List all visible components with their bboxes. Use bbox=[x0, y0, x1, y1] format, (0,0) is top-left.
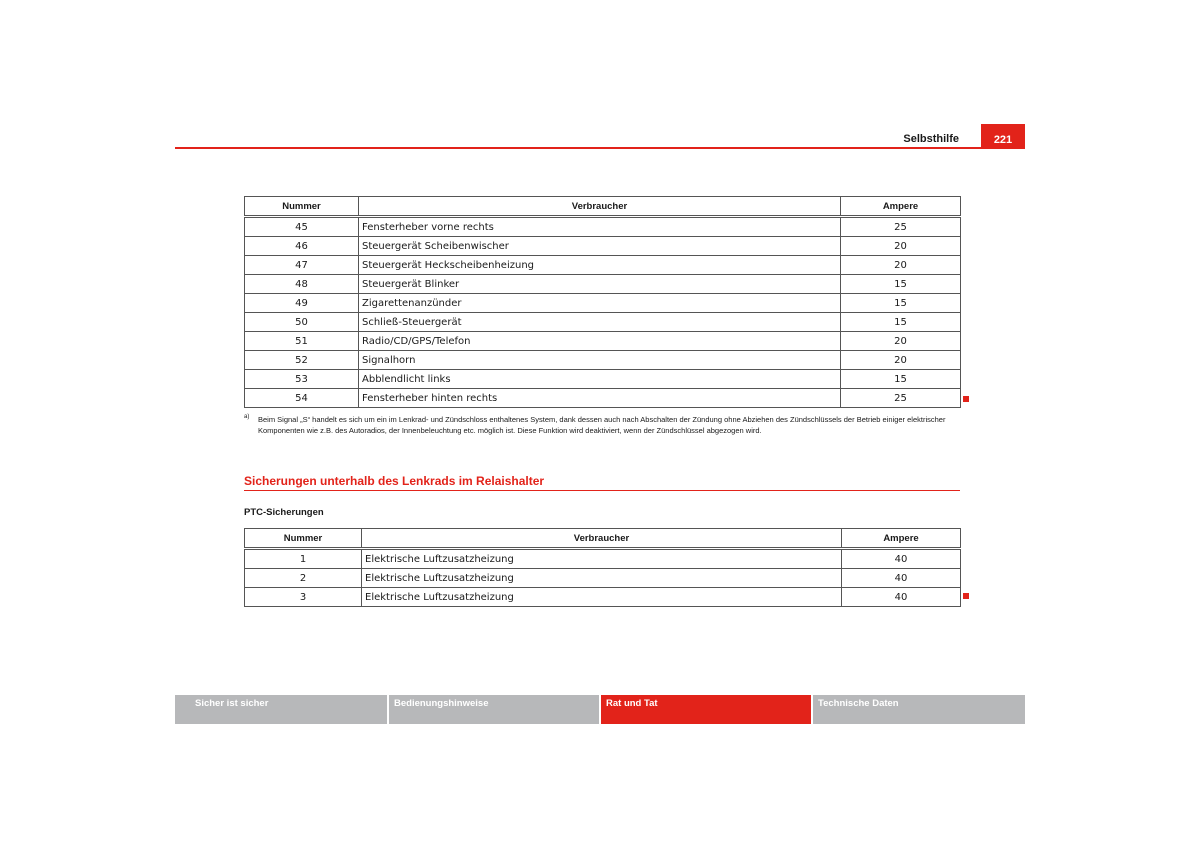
footnote bbox=[244, 414, 960, 436]
cell-ampere: 40 bbox=[842, 569, 961, 588]
footer-nav bbox=[175, 695, 1025, 724]
section-end-marker-icon bbox=[963, 593, 969, 599]
cell-nummer: 1 bbox=[245, 549, 362, 569]
ptc-subheading: PTC-Sicherungen bbox=[244, 507, 324, 518]
cell-nummer: 48 bbox=[245, 275, 359, 294]
table-row bbox=[245, 351, 961, 370]
column-header-nummer: Nummer bbox=[245, 197, 359, 217]
cell-verbraucher: Abblendlicht links bbox=[359, 370, 841, 389]
subsection-heading: Sicherungen unterhalb des Lenkrads im Relaishalter bbox=[244, 474, 960, 491]
cell-ampere: 25 bbox=[841, 389, 961, 408]
column-header-ampere: Ampere bbox=[841, 197, 961, 217]
cell-nummer: 49 bbox=[245, 294, 359, 313]
cell-ampere: 40 bbox=[842, 549, 961, 569]
cell-ampere: 25 bbox=[841, 217, 961, 237]
section-title: Selbsthilfe bbox=[903, 133, 959, 145]
column-header-ampere: Ampere bbox=[842, 529, 961, 549]
table-header-row bbox=[245, 529, 961, 549]
cell-verbraucher: Elektrische Luftzusatzheizung bbox=[362, 569, 842, 588]
footnote-marker: a) bbox=[244, 414, 250, 420]
cell-ampere: 20 bbox=[841, 351, 961, 370]
cell-ampere: 15 bbox=[841, 294, 961, 313]
cell-nummer: 46 bbox=[245, 237, 359, 256]
cell-verbraucher: Steuergerät Blinker bbox=[359, 275, 841, 294]
table-row bbox=[245, 237, 961, 256]
cell-nummer: 51 bbox=[245, 332, 359, 351]
footer-tab-sicher-ist-sicher[interactable]: Sicher ist sicher bbox=[175, 695, 389, 724]
cell-verbraucher: Schließ-Steuergerät bbox=[359, 313, 841, 332]
column-header-nummer: Nummer bbox=[245, 529, 362, 549]
cell-verbraucher: Steuergerät Heckscheibenheizung bbox=[359, 256, 841, 275]
cell-verbraucher: Fensterheber hinten rechts bbox=[359, 389, 841, 408]
cell-verbraucher: Elektrische Luftzusatzheizung bbox=[362, 549, 842, 569]
table-row bbox=[245, 217, 961, 237]
footer-tab-bedienungshinweise[interactable]: Bedienungshinweise bbox=[389, 695, 601, 724]
cell-ampere: 15 bbox=[841, 313, 961, 332]
cell-verbraucher: Steuergerät Scheibenwischer bbox=[359, 237, 841, 256]
table-row bbox=[245, 549, 961, 569]
cell-nummer: 50 bbox=[245, 313, 359, 332]
cell-ampere: 15 bbox=[841, 275, 961, 294]
cell-verbraucher: Fensterheber vorne rechts bbox=[359, 217, 841, 237]
table-row bbox=[245, 313, 961, 332]
section-end-marker-icon bbox=[963, 396, 969, 402]
cell-ampere: 40 bbox=[842, 588, 961, 607]
cell-verbraucher: Elektrische Luftzusatzheizung bbox=[362, 588, 842, 607]
table-row bbox=[245, 332, 961, 351]
cell-nummer: 2 bbox=[245, 569, 362, 588]
cell-nummer: 45 bbox=[245, 217, 359, 237]
cell-ampere: 20 bbox=[841, 237, 961, 256]
footer-tab-rat-und-tat[interactable]: Rat und Tat bbox=[601, 695, 813, 724]
cell-ampere: 20 bbox=[841, 332, 961, 351]
table-row bbox=[245, 569, 961, 588]
cell-nummer: 52 bbox=[245, 351, 359, 370]
header-rule bbox=[175, 147, 1025, 149]
table-row bbox=[245, 588, 961, 607]
cell-verbraucher: Signalhorn bbox=[359, 351, 841, 370]
column-header-verbraucher: Verbraucher bbox=[362, 529, 842, 549]
column-header-verbraucher: Verbraucher bbox=[359, 197, 841, 217]
table-row bbox=[245, 275, 961, 294]
cell-nummer: 54 bbox=[245, 389, 359, 408]
footer-tab-technische-daten[interactable]: Technische Daten bbox=[813, 695, 1025, 724]
cell-ampere: 20 bbox=[841, 256, 961, 275]
fuse-table-2 bbox=[244, 528, 961, 607]
table-row bbox=[245, 370, 961, 389]
table-row bbox=[245, 256, 961, 275]
cell-nummer: 47 bbox=[245, 256, 359, 275]
table-row bbox=[245, 294, 961, 313]
cell-ampere: 15 bbox=[841, 370, 961, 389]
cell-verbraucher: Radio/CD/GPS/Telefon bbox=[359, 332, 841, 351]
table-row bbox=[245, 389, 961, 408]
fuse-table-1 bbox=[244, 196, 961, 408]
cell-nummer: 53 bbox=[245, 370, 359, 389]
cell-nummer: 3 bbox=[245, 588, 362, 607]
footnote-text: Beim Signal „S“ handelt es sich um ein im Lenkrad- und Zündschloss enthaltenes System, dank dessen auch nach Abschalten der Zündung ohne Abziehen des Zündschlüssels der Betrieb einiger elektrischer Komponenten wie z.B. des Autoradios, der Innenbeleuchtung etc. möglich ist. Diese Funktion wird deaktiviert, wenn der Zündschlüssel abgezogen wird. bbox=[258, 415, 946, 435]
table-header-row bbox=[245, 197, 961, 217]
cell-verbraucher: Zigarettenanzünder bbox=[359, 294, 841, 313]
page-number: 221 bbox=[981, 124, 1025, 149]
